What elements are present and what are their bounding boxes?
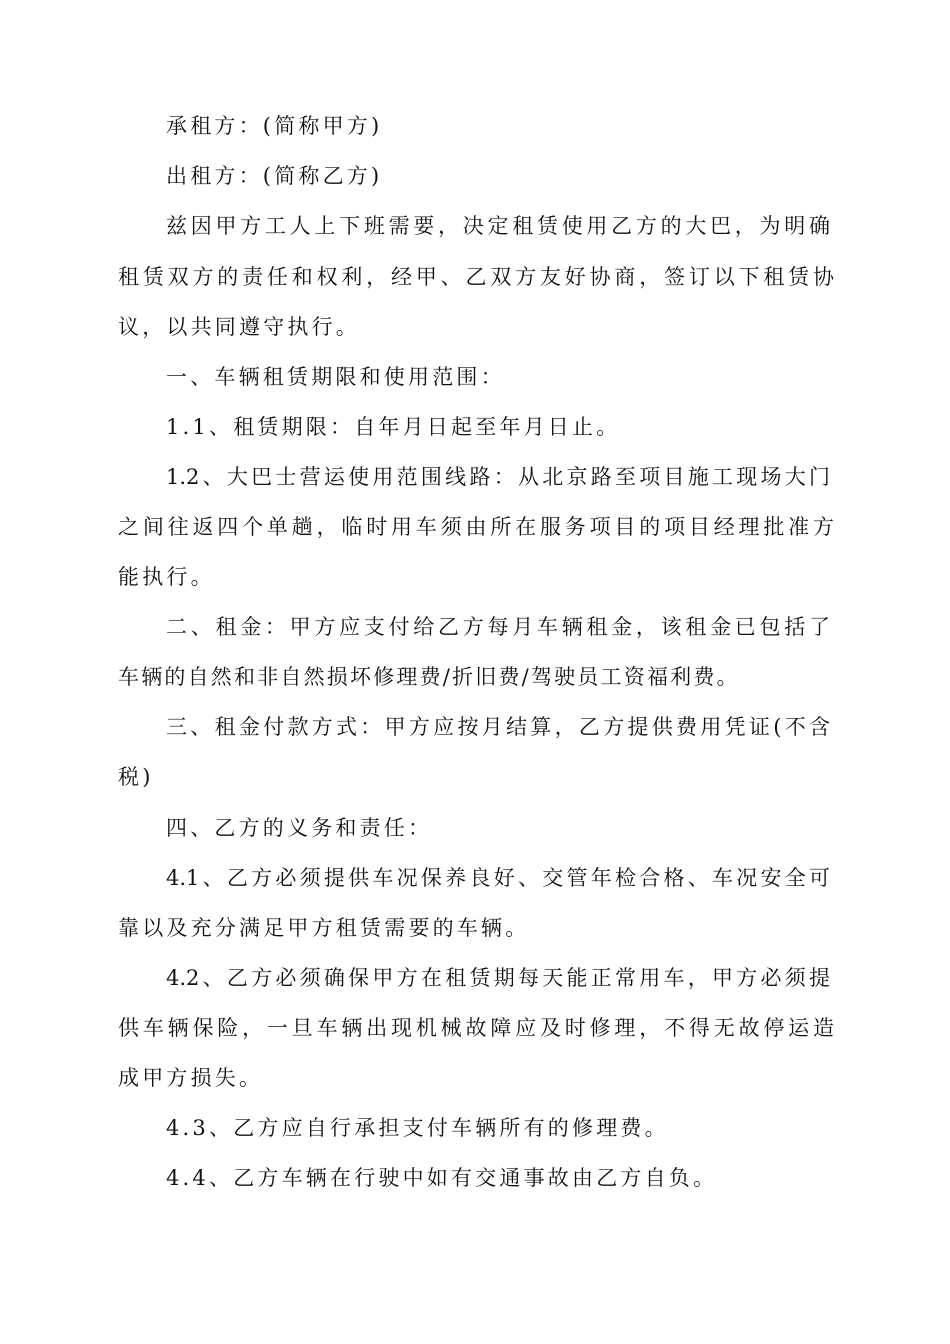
lessor-line: 出租方：(简称乙方) — [166, 164, 383, 188]
section-3-line-1: 三、租金付款方式：甲方应按月结算，乙方提供费用凭证(不含 — [166, 715, 830, 739]
lessee-line: 承租方：(简称甲方) — [166, 114, 383, 138]
preamble-line-3: 议，以共同遵守执行。 — [118, 315, 360, 339]
section-2-line-2: 车辆的自然和非自然损坏修理费/折旧费/驾驶员工资福利费。 — [118, 665, 740, 689]
section-3-line-2: 税) — [118, 765, 154, 789]
section-2-line-1: 二、租金：甲方应支付给乙方每月车辆租金，该租金已包括了 — [166, 615, 830, 639]
clause-1-2-line-2: 之间往返四个单趟，临时用车须由所在服务项目的项目经理批准方 — [118, 515, 834, 539]
clause-1-2-line-3: 能执行。 — [118, 565, 215, 589]
section-4-heading: 四、乙方的义务和责任： — [166, 816, 433, 840]
clause-4-1-line-2: 靠以及充分满足甲方租赁需要的车辆。 — [118, 916, 530, 940]
clause-4-2-line-2: 供车辆保险，一旦车辆出现机械故障应及时修理，不得无故停运造 — [118, 1016, 834, 1040]
preamble-line-1: 兹因甲方工人上下班需要，决定租赁使用乙方的大巴，为明确 — [166, 214, 830, 238]
section-1-heading: 一、车辆租赁期限和使用范围： — [166, 365, 505, 389]
clause-1-1: 1.1、租赁期限：自年月日起至年月日止。 — [166, 415, 621, 439]
clause-4-4: 4.4、乙方车辆在行驶中如有交通事故由乙方自负。 — [166, 1166, 718, 1190]
clause-4-2-line-3: 成甲方损失。 — [118, 1066, 264, 1090]
clause-4-1-line-1: 4.1、乙方必须提供车况保养良好、交管年检合格、车况安全可 — [166, 866, 830, 890]
clause-4-2-line-1: 4.2、乙方必须确保甲方在租赁期每天能正常用车，甲方必须提 — [166, 966, 830, 990]
clause-4-3: 4.3、乙方应自行承担支付车辆所有的修理费。 — [166, 1116, 669, 1140]
clause-1-2-line-1: 1.2、大巴士营运使用范围线路：从北京路至项目施工现场大门 — [166, 465, 830, 489]
preamble-line-2: 租赁双方的责任和权利，经甲、乙双方友好协商，签订以下租赁协 — [118, 265, 834, 289]
